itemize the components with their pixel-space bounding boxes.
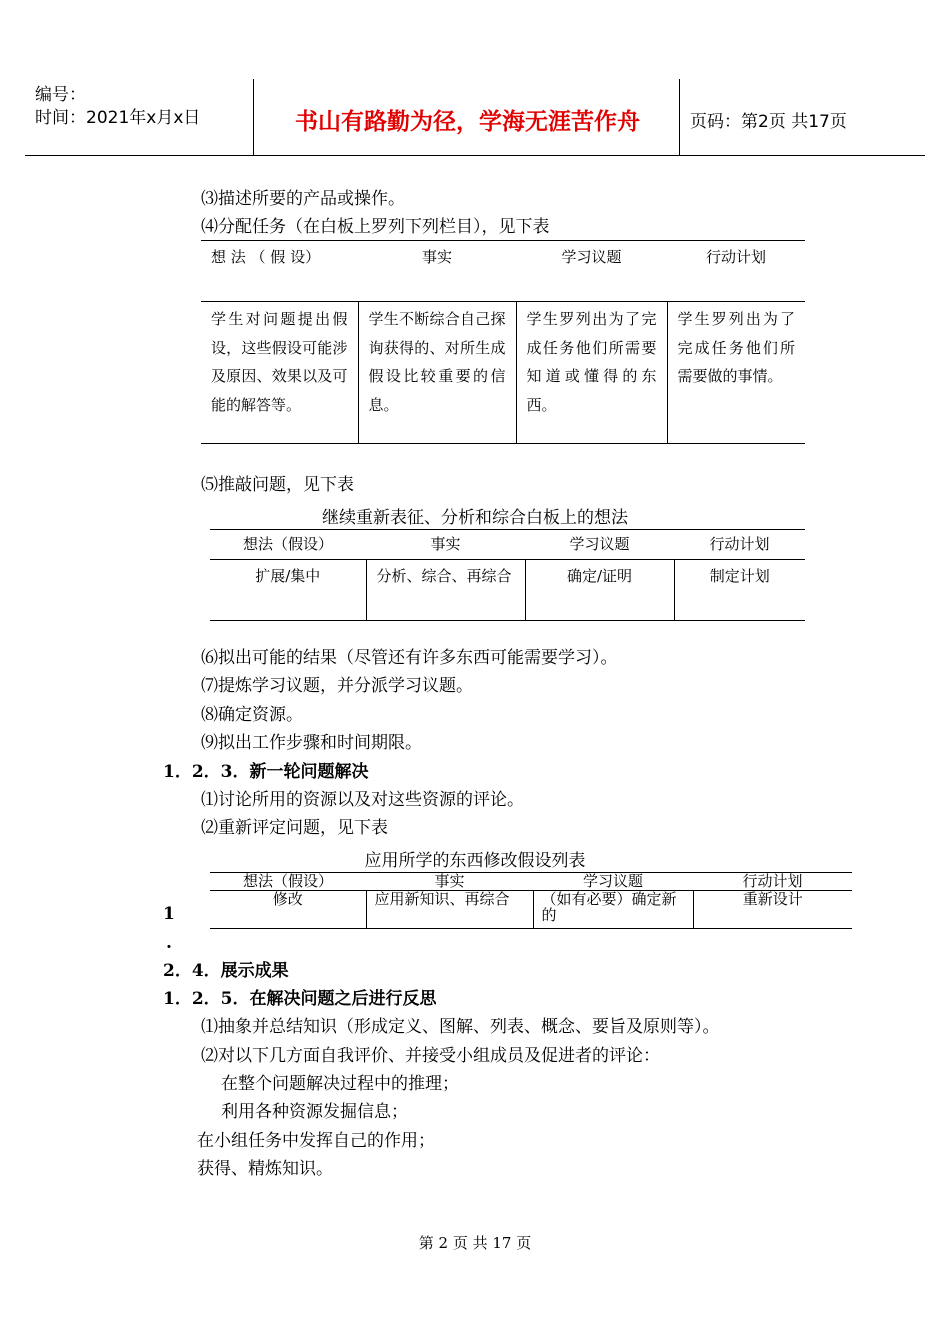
section125-p1: ⑴抽象并总结知识（形成定义、图解、列表、概念、要旨及原则等）。 bbox=[201, 1017, 720, 1037]
header-meta bbox=[35, 84, 200, 130]
table-header-cell: 事实 bbox=[366, 530, 525, 560]
table-header-cell: 学习议题 bbox=[516, 241, 667, 302]
table-cell: 学生对问题提出假设，这些假设可能涉及原因、效果以及可能的解答等。 bbox=[201, 302, 358, 444]
table-cell: 应用新知识、再综合 bbox=[366, 891, 533, 929]
step-8: ⑻确定资源。 bbox=[201, 705, 303, 725]
step-5: ⑸推敲问题，见下表 bbox=[201, 475, 354, 495]
step-7: ⑺提炼学习议题，并分派学习议题。 bbox=[201, 676, 473, 696]
table-cell: 学生不断综合自己探询获得的、对所生成假设比较重要的信息。 bbox=[358, 302, 516, 444]
table-row bbox=[201, 302, 805, 444]
header-motto: 书山有路勤为径，学海无涯苦作舟 bbox=[295, 108, 640, 135]
step-6: ⑹拟出可能的结果（尽管还有许多东西可能需要学习）。 bbox=[201, 648, 618, 668]
table-row bbox=[210, 891, 852, 929]
section123-p2: ⑵重新评定问题，见下表 bbox=[201, 818, 388, 838]
table-header-row bbox=[210, 873, 852, 891]
table-header-cell: 事实 bbox=[366, 873, 533, 891]
table-cell: 重新设计 bbox=[693, 891, 852, 929]
table-header-cell: 行动计划 bbox=[674, 530, 805, 560]
table-header-row bbox=[210, 530, 805, 560]
table-cell: 确定/证明 bbox=[525, 559, 674, 620]
table-cell: 扩展/集中 bbox=[210, 559, 366, 620]
section124-prefix-dot: . bbox=[166, 933, 172, 953]
table-header-cell: 行动计划 bbox=[667, 241, 805, 302]
header-divider bbox=[679, 79, 680, 155]
reflection-item: 获得、精炼知识。 bbox=[197, 1159, 333, 1179]
table-header-cell: 想 法 （ 假 设） bbox=[201, 241, 358, 302]
table-cell: 学生罗列出为了完成任务他们所需要做的事情。 bbox=[667, 302, 805, 444]
reflection-item: 在小组任务中发挥自己的作用； bbox=[197, 1131, 435, 1151]
table-header-cell: 想法（假设） bbox=[210, 530, 366, 560]
table-cell: 修改 bbox=[210, 891, 366, 929]
table-cell: 学生罗列出为了完成任务他们所需要知道或懂得的东西。 bbox=[516, 302, 667, 444]
section-heading-123: 1．2．3．新一轮问题解决 bbox=[163, 762, 369, 782]
section-heading-124: 2．4．展示成果 bbox=[163, 961, 289, 981]
header-time-label: 时间：2021年x月x日 bbox=[35, 108, 201, 128]
page-footer: 第 2 页 共 17 页 bbox=[418, 1234, 532, 1252]
table-header-cell: 行动计划 bbox=[693, 873, 852, 891]
reflection-item: 在整个问题解决过程中的推理； bbox=[221, 1074, 459, 1094]
section123-p1: ⑴讨论所用的资源以及对这些资源的评论。 bbox=[201, 790, 524, 810]
table-header-row bbox=[201, 241, 805, 302]
table-cell: （如有必要）确定新的 bbox=[533, 891, 693, 929]
table-header-cell: 学习议题 bbox=[525, 530, 674, 560]
header-divider bbox=[253, 79, 254, 155]
table-header-cell: 学习议题 bbox=[533, 873, 693, 891]
table2-caption: 继续重新表征、分析和综合白板上的想法 bbox=[322, 508, 628, 528]
step-9: ⑼拟出工作步骤和时间期限。 bbox=[201, 733, 422, 753]
header-page-code: 页码：第2页 共17页 bbox=[690, 112, 847, 132]
section125-p2: ⑵对以下几方面自我评价、并接受小组成员及促进者的评论： bbox=[201, 1046, 660, 1066]
section-heading-125: 1．2．5．在解决问题之后进行反思 bbox=[163, 989, 437, 1009]
table-cell: 制定计划 bbox=[674, 559, 805, 620]
header-number-label: 编号： bbox=[35, 85, 86, 105]
revise-table bbox=[210, 872, 852, 929]
refine-table bbox=[210, 529, 805, 621]
table-row bbox=[210, 559, 805, 620]
step-4: ⑷分配任务（在白板上罗列下列栏目），见下表 bbox=[201, 217, 550, 237]
step-3: ⑶描述所要的产品或操作。 bbox=[201, 189, 405, 209]
table-cell: 分析、综合、再综合 bbox=[366, 559, 525, 620]
table3-caption: 应用所学的东西修改假设列表 bbox=[364, 851, 586, 871]
table-header-cell: 想法（假设） bbox=[210, 873, 366, 891]
page-header bbox=[25, 79, 925, 156]
task-table bbox=[201, 240, 805, 444]
table-header-cell: 事实 bbox=[358, 241, 516, 302]
section124-prefix-number: 1 bbox=[163, 904, 175, 924]
reflection-item: 利用各种资源发掘信息； bbox=[221, 1102, 408, 1122]
